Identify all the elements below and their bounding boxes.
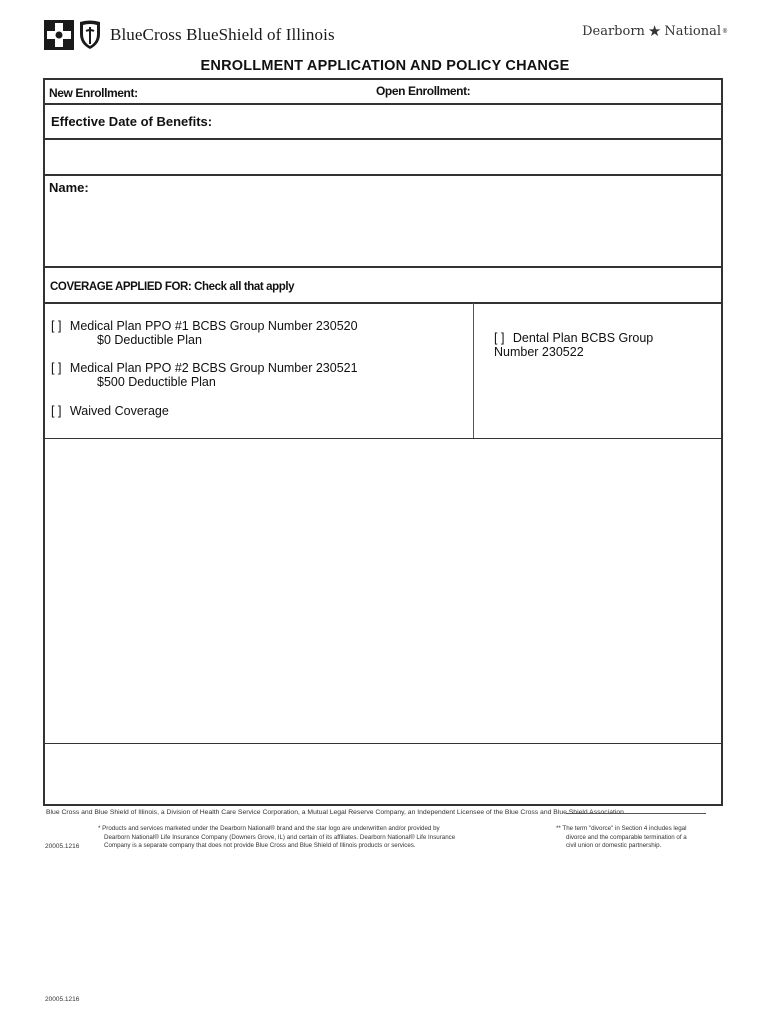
divider <box>43 103 723 105</box>
divider <box>43 438 723 439</box>
bcbs-logo <box>44 18 335 52</box>
footer-disclaimer: Blue Cross and Blue Shield of Illinois, a Division of Health Care Service Corporation, a Mutual Legal Reserve Company, an Independent Licensee of the Blue Cross and Blue Shield Association <box>46 809 624 816</box>
new-enrollment-label: New Enrollment: <box>49 86 138 100</box>
blank-section <box>45 440 721 742</box>
blue-cross-icon <box>44 20 74 50</box>
coverage-option[interactable] <box>51 319 358 334</box>
trademark-mark: ® <box>722 27 728 35</box>
dental-option[interactable] <box>494 331 653 346</box>
note-line: Dearborn National® Life Insurance Company (Downers Grove, IL) and certain of its affiliates. Dearborn National® Life Insurance <box>104 833 456 841</box>
footer-note-divorce <box>556 825 687 851</box>
option-sublabel: Number 230522 <box>494 345 584 359</box>
open-enrollment-label: Open Enrollment: <box>376 84 471 98</box>
dearborn-national-logo <box>582 22 728 40</box>
coverage-option[interactable] <box>51 361 358 376</box>
effective-date-label: Effective Date of Benefits: <box>51 114 213 129</box>
divider <box>43 743 723 744</box>
form-code-bottom: 20005.1216 <box>45 996 80 1003</box>
divider <box>43 266 723 268</box>
star-icon: ★ <box>647 22 662 40</box>
option-sublabel: $0 Deductible Plan <box>97 333 202 347</box>
divider <box>43 302 723 304</box>
note-line: ** The term "divorce" in Section 4 includes legal <box>556 825 687 832</box>
option-label: Dental Plan BCBS Group <box>512 331 654 345</box>
dn-word-1: Dearborn <box>582 23 645 39</box>
note-line: * Products and services marketed under the Dearborn National® brand and the star logo are underwritten and/or provided by <box>98 825 440 832</box>
option-label: Medical Plan PPO #2 BCBS Group Number 230521 <box>69 361 358 375</box>
signature-section[interactable] <box>45 745 721 804</box>
option-label: Medical Plan PPO #1 BCBS Group Number 230520 <box>69 319 358 333</box>
checkbox[interactable]: [ ] <box>51 404 62 418</box>
page-title: ENROLLMENT APPLICATION AND POLICY CHANGE <box>200 58 570 74</box>
dn-word-2: National <box>664 23 721 39</box>
checkbox[interactable]: [ ] <box>51 361 62 375</box>
blue-shield-icon <box>78 20 102 50</box>
form-code: 20005.1216 <box>45 843 80 850</box>
divider <box>43 174 723 176</box>
note-line: Company is a separate company that does not provide Blue Cross and Blue Shield of Illinois products or services. <box>104 842 416 849</box>
checkbox[interactable]: [ ] <box>494 331 505 345</box>
note-line: divorce and the comparable termination of a <box>566 833 687 841</box>
coverage-label: COVERAGE APPLIED FOR: Check all that apply <box>50 281 295 293</box>
checkbox[interactable]: [ ] <box>51 319 62 333</box>
option-label: Waived Coverage <box>69 404 169 418</box>
name-field[interactable] <box>45 198 721 264</box>
effective-date-field[interactable] <box>45 140 721 173</box>
name-label: Name: <box>49 180 89 195</box>
coverage-option[interactable] <box>51 404 169 419</box>
footer-note-dearborn <box>98 825 455 851</box>
bcbs-brand-text: BlueCross BlueShield of Illinois <box>110 25 335 44</box>
note-line: civil union or domestic partnership. <box>566 842 662 849</box>
option-sublabel: $500 Deductible Plan <box>97 375 216 389</box>
column-divider <box>473 303 474 438</box>
footer-rule <box>566 813 706 814</box>
